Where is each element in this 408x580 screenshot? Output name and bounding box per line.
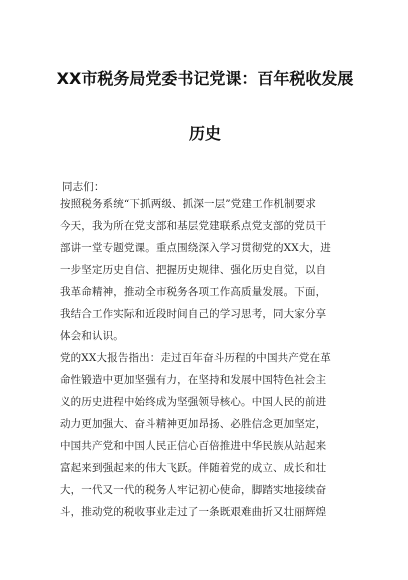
body-line: 一步坚定历史自信、把握历史规律、强化历史自觉，以自 (60, 264, 327, 276)
body-line: 大，一代又一代的税务人牢记初心使命，脚踏实地接续奋 (60, 484, 327, 496)
body-line: 今天，我为所在党支部和基层党建联系点党支部的党员干 (60, 220, 327, 232)
body-line: 动力更加强大、奋斗精神更加昂扬、必胜信念更加坚定， (60, 418, 327, 430)
body-line: 我革命精神，推动全市税务各项工作高质量发展。下面， (60, 286, 327, 298)
body-line: 按照税务系统“下抓两级、抓深一层”党建工作机制要求 (60, 198, 316, 210)
body-line: 中国共产党和中国人民正信心百倍推进中华民族从站起来 (60, 440, 327, 452)
body-line: 命性锻造中更加坚强有力，在坚持和发展中国特色社会主 (60, 374, 327, 386)
document-title-line-2: 历史 (188, 124, 221, 143)
body-line: 体会和认识。 (60, 330, 124, 342)
body-line: 富起来到强起来的伟大飞跃。伴随着党的成立、成长和壮 (60, 462, 327, 474)
body-line: 党的XX大报告指出：走过百年奋斗历程的中国共产党在革 (60, 352, 331, 364)
body-line: 义的历史进程中始终成为坚强领导核心。中国人民的前进 (60, 396, 327, 408)
body-line: 斗，推动党的税收事业走过了一条既艰难曲折又壮丽辉煌 (60, 506, 327, 518)
document-title-line-1: XX市税务局党委书记党课：百年税收发展 (56, 69, 354, 88)
body-line: 我结合工作实际和近段时间自己的学习思考，同大家分享 (60, 308, 327, 320)
salutation: 同志们： (62, 181, 105, 193)
body-line: 部讲一堂专题党课。重点围绕深入学习贯彻党的XX大，进 (60, 242, 331, 254)
